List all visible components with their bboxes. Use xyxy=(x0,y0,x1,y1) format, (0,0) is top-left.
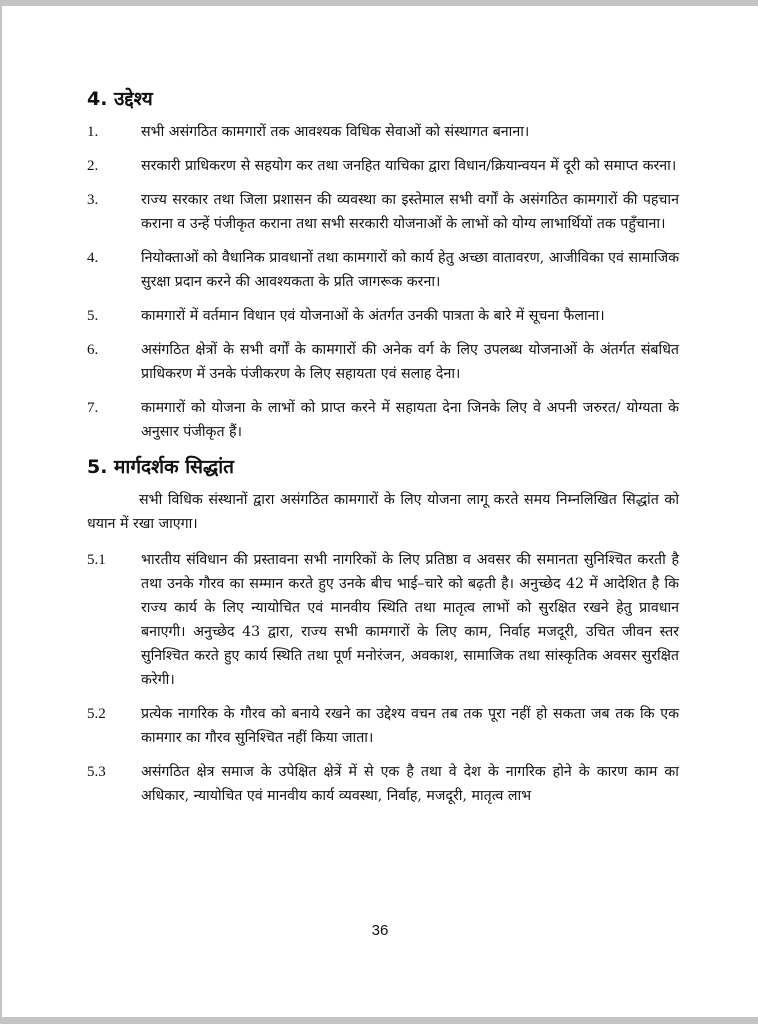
item-text: भारतीय संविधान की प्रस्तावना सभी नागरिकों के लिए प्रतिष्ठा व अवसर की समानता सुनिश्चित करती है तथा उनके गौरव का सम्मान करते हुए उनके बीच भाई–चारे को बढ़ती है। अनुच्छेद 42 में आदेशित है कि राज्य कार्य के लिए न्यायोचित एवं मानवीय स्थिति तथा मातृत्व लाभों को सुरक्षित रखने हेतु प्रावधान बनाएगी। अनुच्छेद 43 द्वारा, राज्य सभी कामगारों के लिए काम, निर्वाह मजदूरी, उचित जीवन स्तर सुनिश्चित करते हुए कार्य स्थिति तथा पूर्ण मनोरंजन, अवकाश, सामाजिक तथा सांस्कृतिक अवसर सुरक्षित करेगी। xyxy=(141,552,679,688)
section-5-heading: 5. मार्गदर्शक सिद्धांत xyxy=(87,456,234,478)
objective-item xyxy=(87,304,679,328)
item-text: नियोक्ताओं को वैधानिक प्रावधानों तथा कामगारों को कार्य हेतु अच्छा वातावरण, आजीविका एवं सामाजिक सुरक्षा प्रदान करने की आवश्यकता के प्रति जागरूक करना। xyxy=(141,250,679,290)
principle-item xyxy=(87,702,679,750)
principle-item xyxy=(87,548,679,692)
item-text: प्रत्येक नागरिक के गौरव को बनाये रखने का उद्देश्य वचन तब तक पूरा नहीं हो सकता जब तक कि एक कामगार का गौरव सुनिश्चित नहीं किया जाता। xyxy=(141,706,679,746)
objective-item xyxy=(87,188,679,236)
page-number: 36 xyxy=(371,922,389,939)
item-text: असंगठित क्षेत्र समाज के उपेक्षित क्षेत्रें में से एक है तथा वे देश के नागरिक होने के कारण काम का अधिकार, न्यायोचित एवं मानवीय कार्य व्यवस्था, निर्वाह, मजदूरी, मातृत्व लाभ xyxy=(141,764,679,804)
item-text: राज्य सरकार तथा जिला प्रशासन की व्यवस्था का इस्तेमाल सभी वर्गों के असंगठित कामगारों की पहचान कराना व उन्हें पंजीकृत कराना तथा सभी सरकारी योजनाओं के लाभों को योग्य लाभार्थियों तक पहुँचाना। xyxy=(141,192,679,232)
item-number: 6. xyxy=(87,342,99,358)
item-text: असंगठित क्षेत्रों के सभी वर्गों के कामगारों की अनेक वर्ग के लिए उपलब्ध योजनाओं के अंतर्गत संबधित प्राधिकरण में उनके पंजीकरण के लिए सहायता एवं सलाह देना। xyxy=(141,342,679,382)
section-5-intro: सभी विधिक संस्थानों द्वारा असंगठित कामगारों के लिए योजना लागू करते समय निम्नलिखित सिद्धांत को धयान में रखा जाएगा। xyxy=(87,492,679,532)
item-number: 5.1 xyxy=(87,552,106,568)
section-4-heading: 4. उद्देश्य xyxy=(87,88,153,110)
item-number: 5.2 xyxy=(87,706,106,722)
objective-item xyxy=(87,120,679,144)
objective-item xyxy=(87,396,679,444)
objective-item xyxy=(87,338,679,386)
item-number: 5.3 xyxy=(87,764,106,780)
item-text: सभी असंगठित कामगारों तक आवश्यक विधिक सेवाओं को संस्थागत बनाना। xyxy=(141,124,530,140)
item-number: 2. xyxy=(87,158,99,174)
page-content xyxy=(87,86,679,818)
objective-item xyxy=(87,246,679,294)
item-number: 5. xyxy=(87,308,99,324)
objective-item xyxy=(87,154,679,178)
item-text: कामगारों में वर्तमान विधान एवं योजनाओं के अंतर्गत उनकी पात्रता के बारे में सूचना फैलाना। xyxy=(141,308,605,324)
principle-item xyxy=(87,760,679,808)
item-number: 4. xyxy=(87,250,99,266)
item-text: कामगारों को योजना के लाभों को प्राप्त करने में सहायता देना जिनके लिए वे अपनी जरुरत/ योग्यता के अनुसार पंजीकृत हैं। xyxy=(141,400,679,440)
item-text: सरकारी प्राधिकरण से सहयोग कर तथा जनहित याचिका द्वारा विधान/क्रियान्वयन में दूरी को समाप्त करना। xyxy=(141,158,677,174)
item-number: 3. xyxy=(87,192,99,208)
item-number: 1. xyxy=(87,124,99,140)
item-number: 7. xyxy=(87,400,99,416)
document-page xyxy=(2,6,758,1017)
